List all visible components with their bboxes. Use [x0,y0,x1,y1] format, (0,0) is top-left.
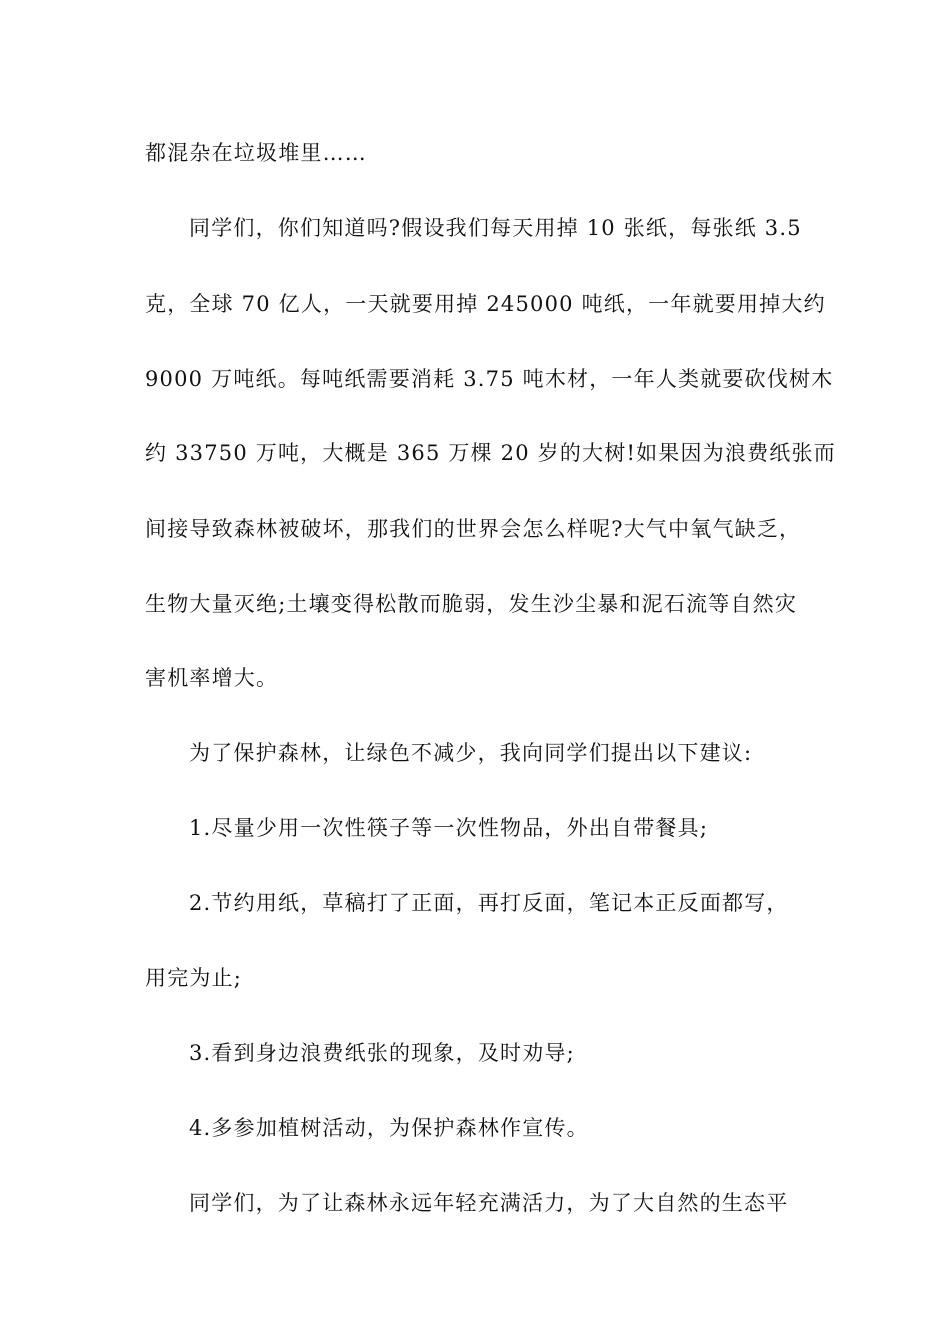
text-line: 9000 万吨纸。每吨纸需要消耗 3.75 吨木材，一年人类就要砍伐树木 [145,367,834,391]
list-item: 3.看到身边浪费纸张的现象，及时劝导; [189,1041,575,1065]
paragraph-line: 同学们，你们知道吗?假设我们每天用掉 10 张纸，每张纸 3.5 [189,216,802,240]
paragraph-line: 同学们，为了让森林永远年轻充满活力，为了大自然的生态平 [189,1191,789,1215]
text-line: 克，全球 70 亿人，一天就要用掉 245000 吨纸，一年就要用掉大约 [145,292,826,316]
text-line: 都混杂在垃圾堆里…… [145,141,367,165]
text-line: 约 33750 万吨，大概是 365 万棵 20 岁的大树!如果因为浪费纸张而 [145,441,836,465]
text-line: 间接导致森林被破坏，那我们的世界会怎么样呢?大气中氧气缺乏， [145,517,802,541]
paragraph-line: 为了保护森林，让绿色不减少，我向同学们提出以下建议: [189,741,753,765]
list-item: 1.尽量少用一次性筷子等一次性物品，外出自带餐具; [189,816,709,840]
text-line: 生物大量灭绝;土壤变得松散而脆弱，发生沙尘暴和泥石流等自然灾 [145,592,798,616]
list-item: 4.多参加植树活动，为保护森林作宣传。 [189,1116,589,1140]
text-line: 用完为止; [145,966,243,990]
text-line: 害机率增大。 [145,666,279,690]
list-item: 2.节约用纸，草稿打了正面，再打反面，笔记本正反面都写， [189,891,789,915]
